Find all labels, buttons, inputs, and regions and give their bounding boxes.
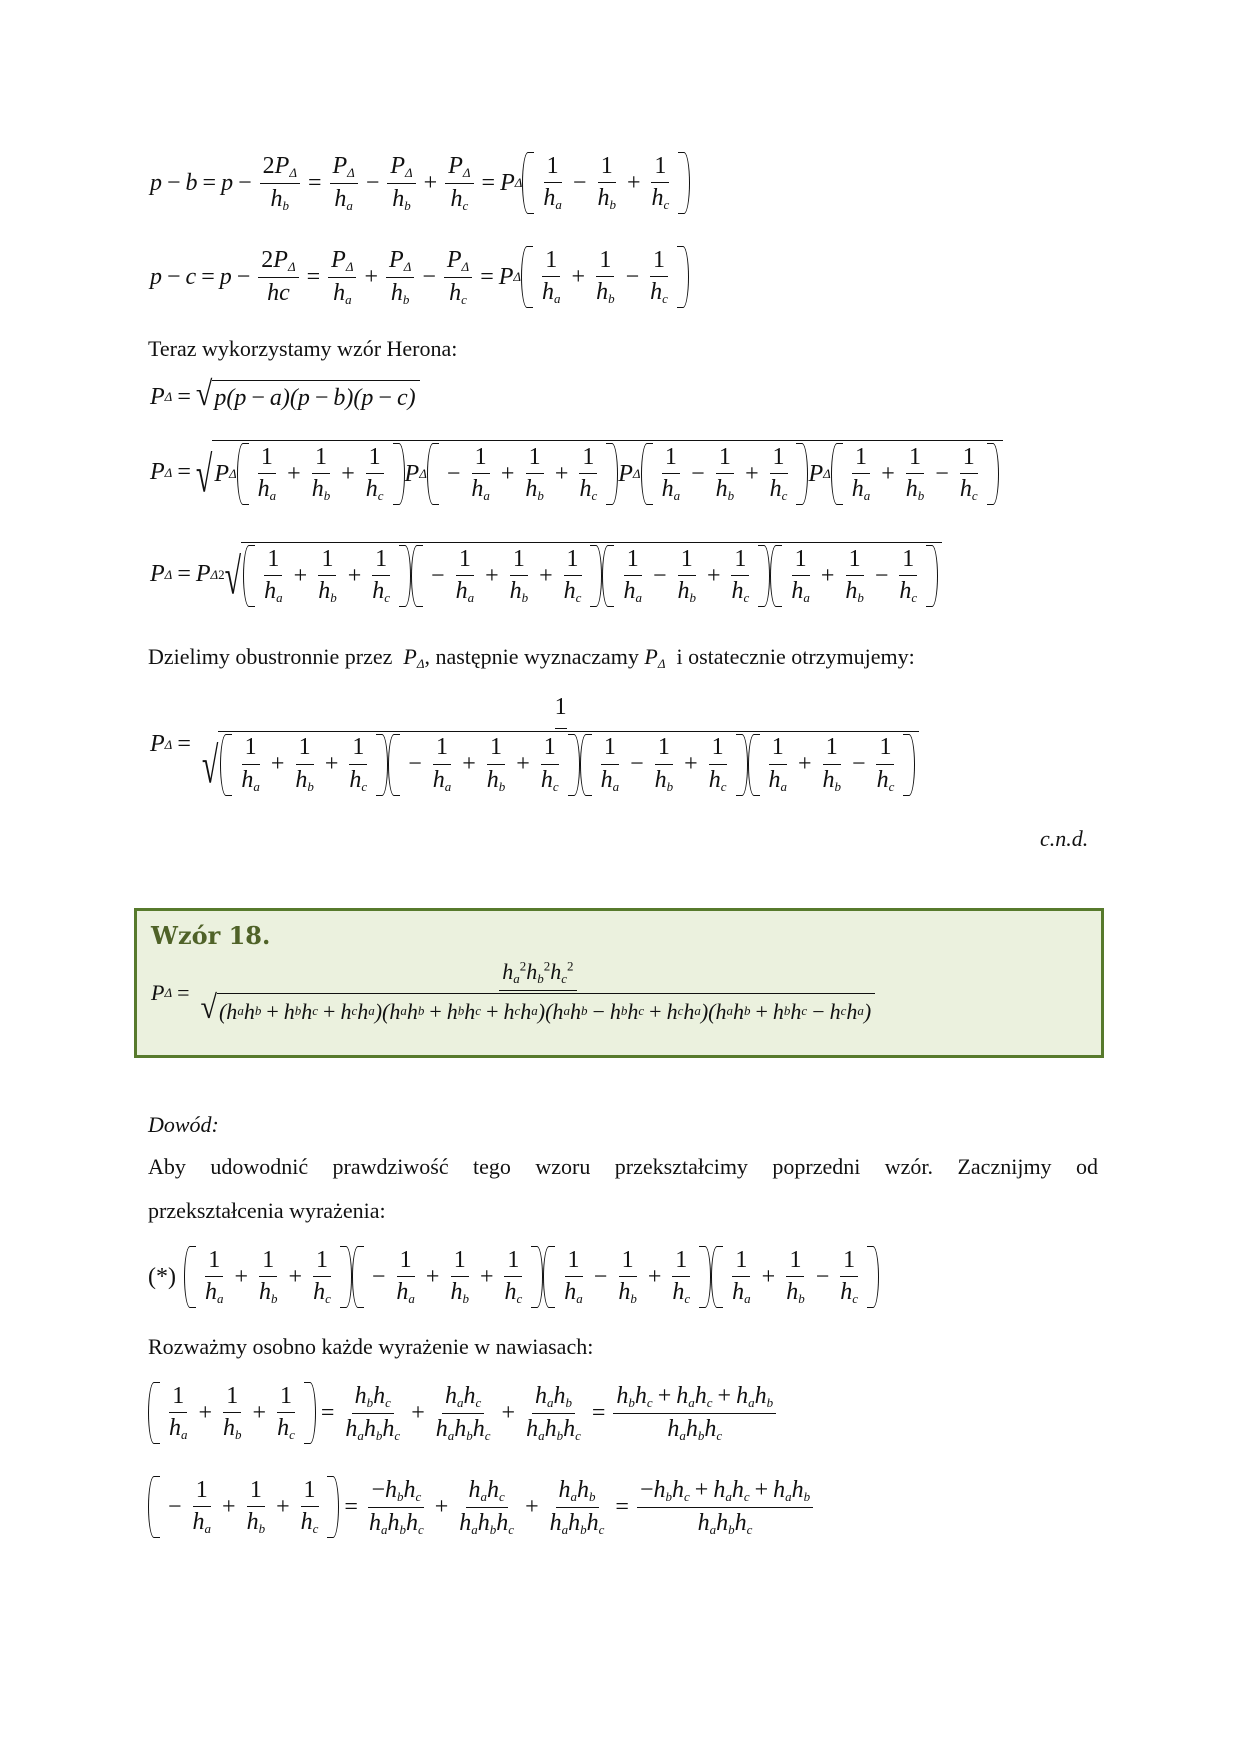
eq-star: (*) $\frac{1}{h_a}$ + $\frac{1}{h_b}$ + $\frac{1}{h_c}$ − $\frac{1}{h_a}$ + $\frac{1}{h_b}$ + $\frac{1}{h_c}$ $\frac{1}{h_a}$ − $\frac{1}{h_b}$ + $\frac{1}{h_c}$ $\frac{1}{h_a}$ + $\frac{1}{h_b}$ − $\frac{1}{h_c}$ [148,1246,879,1308]
rozwazmy-line: Rozważmy osobno każde wyrażenie w nawiasach: [148,1334,594,1359]
dzielimy-line: Dzielimy obustronnie przez $P_\Delta$, następnie wyznaczamy $P_\Delta$ i ostatecznie otrzymujemy: [148,644,915,671]
eq-p-minus-b: p − b = p − $\frac{2P_\Delta}{h_b}$ = $\frac{P_\Delta}{h_a}$ − $\frac{P_\Delta}{h_b}$ + $\frac{P_\Delta}{h_c}$ = P Δ $\frac{1}{h_a}$ − $\frac{1}{h_b}$ + $\frac{1}{h_c}$ [150,152,690,214]
eq-wzor-18: P Δ = $h_a^2h_b^2h_c^2$ √ (h a h b + h b h c + h c h a )(h a h b + h b h c + h c h a )(h a h b − h b h c + h c h a )(h a h b + h b h c − h c h a ) [151,959,881,1027]
eq-heron: P Δ = √ p(p − a)(p − b)(p − c) [150,380,420,414]
eq-final: P Δ = 1 √ $\frac{1}{h_a}$ + $\frac{1}{h_b}$ + $\frac{1}{h_c}$ − $\frac{1}{h_a}$ + $\frac{1}{h_b}$ + $\frac{1}{h_c}$ $\frac{1}{h_a}$ − $\frac{1}{h_b}$ + $\frac{1}{h_c}$ $\frac{1}{h_a}$ + $\frac{1}{h_b}$ − $\frac{1}{h_c}$ [150,694,925,796]
eq-bracket-2: − $\frac{1}{h_a}$ + $\frac{1}{h_b}$ + $\frac{1}{h_c}$ = $\frac{-h_bh_c}{h_ah_bh_c}$ + $\frac{h_ah_c}{h_ah_bh_c}$ + $\frac{h_ah_b}{h_ah_bh_c}$ = $\frac{-h_bh_c + h_ah_c + h_ah_b}{h_ah_bh_c}$ [148,1476,816,1538]
eq-heron-expanded: P Δ = √ P Δ $\frac{1}{h_a}$ + $\frac{1}{h_b}$ + $\frac{1}{h_c}$ P Δ − $\frac{1}{h_a}$ + $\frac{1}{h_b}$ + $\frac{1}{h_c}$ P Δ $\frac{1}{h_a}$ − $\frac{1}{h_b}$ + $\frac{1}{h_c}$ P Δ $\frac{1}{h_a}$ + $\frac{1}{h_b}$ − $\frac{1}{h_c}$ [150,440,1003,505]
formula-box-title: Wzór 18. [151,921,271,950]
eq-p-squared: P Δ = P Δ 2 √ $\frac{1}{h_a}$ + $\frac{1}{h_b}$ + $\frac{1}{h_c}$ − $\frac{1}{h_a}$ + $\frac{1}{h_b}$ + $\frac{1}{h_c}$ $\frac{1}{h_a}$ − $\frac{1}{h_b}$ + $\frac{1}{h_c}$ $\frac{1}{h_a}$ + $\frac{1}{h_b}$ − $\frac{1}{h_c}$ [150,542,942,607]
cnd-label: c.n.d. [1040,826,1089,851]
para1-line2: przekształcenia wyrażenia: [148,1198,386,1223]
herona-intro: Teraz wykorzystamy wzór Herona: [148,336,458,361]
eq-p-minus-c: p − c = p − $\frac{2P_\Delta}{hc}$ = $\frac{P_\Delta}{h_a}$ + $\frac{P_\Delta}{h_b}$ − $\frac{P_\Delta}{h_c}$ = P Δ $\frac{1}{h_a}$ + $\frac{1}{h_b}$ − $\frac{1}{h_c}$ [150,246,689,308]
dowod-label: Dowód: [148,1112,219,1137]
para1-line1: Aby udowodnić prawdziwość tego wzoru przekształcimy poprzedni wzór. Zacznijmy od [148,1154,1098,1179]
formula-box [134,908,1104,1058]
eq-bracket-1: $\frac{1}{h_a}$ + $\frac{1}{h_b}$ + $\frac{1}{h_c}$ = $\frac{h_bh_c}{h_ah_bh_c}$ + $\frac{h_ah_c}{h_ah_bh_c}$ + $\frac{h_ah_b}{h_ah_bh_c}$ = $\frac{h_bh_c + h_ah_c + h_ah_b}{h_ah_bh_c}$ [148,1382,779,1444]
